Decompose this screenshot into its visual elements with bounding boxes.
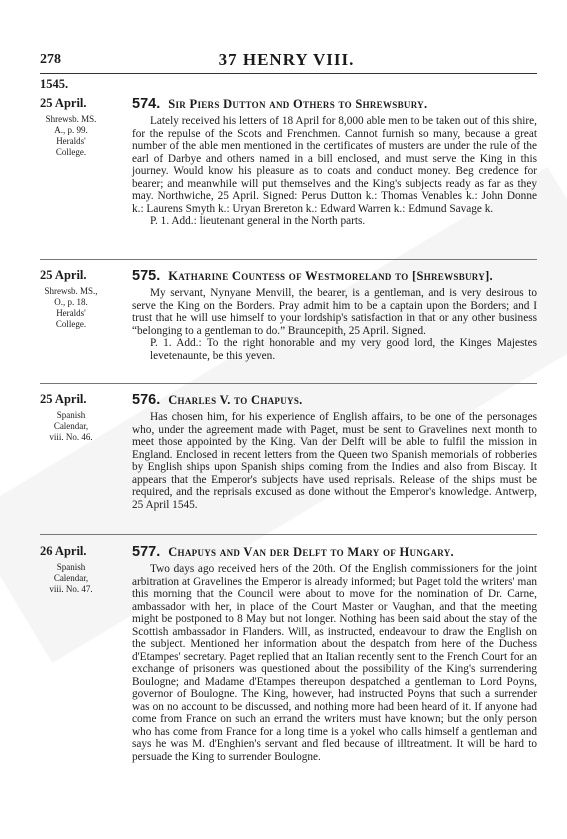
entry-date: 25 April. bbox=[40, 268, 87, 282]
entry-number: 575. bbox=[132, 268, 161, 284]
entry-date: 26 April. bbox=[40, 544, 87, 558]
running-head bbox=[40, 52, 533, 72]
entry-heading bbox=[132, 543, 537, 561]
entry-body bbox=[132, 563, 537, 763]
entry-date: 25 April. bbox=[40, 392, 87, 406]
entry-heading bbox=[132, 95, 537, 113]
entry-text: Has chosen him, for his experience of English affairs, to be one of the personages who, under the agreement made with Paget, must be sent to Gravelines next month to meet those appointed by the King. Van der Delft will be able to fulfil the mission in England. Enclosed in recent letters from the Queen two Spanish memorials of robberies by English ships upon Spanish ships coming from the Indies and also from Biscay. It appears that the Emperor's subjects have used reprisals. Release of the ships must be required, and the reprisals excused as done without the Emperor's knowledge. Antwerp, 25 April 1545. bbox=[132, 411, 537, 511]
entry-source: Spanish Calendar, viii. No. 47. bbox=[49, 562, 93, 594]
page-title: 37 HENRY VIII. bbox=[218, 50, 355, 69]
entry-title: Katharine Countess of Westmoreland to [Shrewsbury]. bbox=[168, 269, 493, 283]
entry-note: P. 1. Add.: To the right honorable and my very good lord, the Kinges Majestes levetenaunte, be this yeven. bbox=[150, 337, 537, 362]
entry-number: 574. bbox=[132, 96, 161, 112]
entry-body bbox=[132, 115, 537, 228]
entry-source: Shrewsb. MS., O., p. 18. Heralds' College. bbox=[44, 286, 98, 329]
entry-divider bbox=[40, 259, 537, 260]
page-number: 278 bbox=[40, 52, 61, 67]
entry-source: Spanish Calendar, viii. No. 46. bbox=[49, 410, 93, 442]
entry-note: P. 1. Add.: lieutenant general in the North parts. bbox=[150, 215, 366, 227]
entry-text: Lately received his letters of 18 April for 8,000 able men to be taken out of this shire, for the repulse of the Scots and Frenchmen. Cannot furnish so many, because a great number of the able men mentioned in the certificates of musters are under the rule of the earl of Darbye and others named in a bill enclosed, and must serve the King in this journey. Would know his pleasure as to coats and conduct money. Beg credence for bearer; and meanwhile will put themselves and the King's subjects ready as far as they may. Northwiche, 25 April. Signed: Perus Dutton k.: Thomas Venables k.: John Donne k.: Laurens Smyth k.: Uryan Brereton k.: Edward Warren k.: Edmund Savage k. bbox=[132, 115, 537, 215]
entry-number: 577. bbox=[132, 544, 161, 560]
entry-title: Sir Piers Dutton and Others to Shrewsbury. bbox=[168, 97, 428, 111]
header-rule bbox=[40, 73, 537, 74]
entry-text: Two days ago received hers of the 20th. Of the English commissioners for the joint arbitration at Gravelines the Emperor is already informed; but Paget told the writers' man this morning that the Council were about to move for the nomination of Dr. Carne, ambassador with her, in place of the Court Master or Vaughan, and that the meeting might be postponed to 8 May but not longer. Nothing has been said about the stay of the Scottish ambassador in Flanders. Will, as instructed, endeavour to draw the English on the subject. Mentioned her information about the despatch from here of the Duchess d'Etampes' secretary. Paget replied that an Italian recently sent to the French Court for an exchange of prisoners was questioned about the possibility of the King's surrendering Boulogne; and Madame d'Etampes thereupon despatched a gentleman to Lord Poyns, governor of Boulogne. The King, however, had instructed Poyns that such a surrender was on no account to be discussed, and nothing more had been heard of it. If anyone had come from France on such an errand the writers must have known; but the only person who has come from France for a long time is a yokel who calls himself a gentleman and says he was M. d'Enghien's servant and fled because of illtreatment. It will be hard to persuade the King to surrender Boulogne. bbox=[132, 563, 537, 763]
entry-number: 576. bbox=[132, 392, 161, 408]
entry-divider bbox=[40, 383, 537, 384]
entry-divider bbox=[40, 534, 537, 535]
entry-body bbox=[132, 411, 537, 511]
entry-text: My servant, Nynyane Menvill, the bearer, is a gentleman, and is very desirous to serve the King on the Borders. Pray admit him to be a captain upon the Borders; and I trust that he will use himself to your lordship's satisfaction in that or any other business “belonging to a gentleman to do.” Brauncepith, 25 April. Signed. bbox=[132, 287, 537, 337]
entry-title: Charles V. to Chapuys. bbox=[168, 393, 303, 407]
entry-heading bbox=[132, 391, 537, 409]
entry-heading bbox=[132, 267, 537, 285]
entry-date: 25 April. bbox=[40, 96, 87, 110]
year-label: 1545. bbox=[40, 77, 69, 91]
entry-source: Shrewsb. MS. A., p. 99. Heralds' College. bbox=[45, 114, 97, 157]
entry-title: Chapuys and Van der Delft to Mary of Hungary. bbox=[168, 545, 454, 559]
entry-body bbox=[132, 287, 537, 362]
